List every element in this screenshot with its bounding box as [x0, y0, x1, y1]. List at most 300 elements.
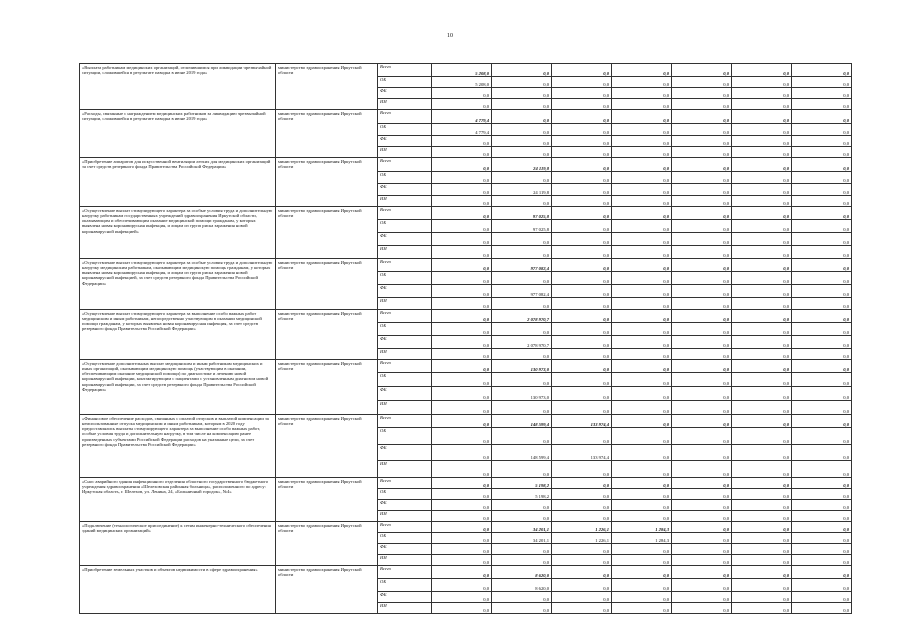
amount-cell: 0,0 [432, 592, 492, 603]
amount-cell: 0,0 [672, 99, 732, 110]
amount-cell: 0,0 [792, 401, 852, 415]
amount-cell: 0,0 [672, 196, 732, 207]
amount-cell: 0,0 [432, 147, 492, 158]
amount-cell: 0,0 [432, 360, 492, 373]
measure-description: «Подключение (технологическое присоединение) к сетям инженерно-технического обеспечения зданий медицинских организаций» [80, 522, 276, 566]
amount-cell: 0,0 [612, 511, 672, 522]
funding-source: Всего [378, 158, 432, 172]
amount-cell: 0,0 [672, 544, 732, 555]
amount-cell: 0,0 [552, 555, 612, 566]
amount-cell: 0,0 [612, 136, 672, 147]
funding-source: ОБ [378, 220, 432, 233]
funding-source: Всего [378, 110, 432, 124]
amount-cell: 0,0 [492, 349, 552, 360]
amount-cell: 0,0 [672, 285, 732, 298]
amount-cell: 0,0 [432, 489, 492, 500]
amount-cell: 0,0 [492, 461, 552, 478]
amount-cell: 0,0 [612, 196, 672, 207]
amount-cell: 0,0 [672, 207, 732, 220]
amount-cell: 0,0 [792, 445, 852, 461]
amount-cell: 0,0 [432, 272, 492, 285]
amount-cell: 0,0 [492, 64, 552, 77]
amount-cell: 0,0 [732, 233, 792, 246]
amount-cell: 1 284,3 [612, 533, 672, 544]
amount-cell: 0,0 [672, 533, 732, 544]
funding-source: ФБ [378, 500, 432, 511]
responsible-executor: министерство здравоохранения Иркутской области [276, 64, 378, 110]
measure-description: «Осуществление выплат стимулирующего характера за особые условия труда и дополнительную нагрузку работникам государственных учреждений здравоохранения Иркутской области, оказывающим и обеспечивающим оказание медицинской помощи гражданам, у которых выявлена новая коронавирусная инфекция, и лицам из групп риска заражения новой коронавирусной инфекцией» [80, 207, 276, 259]
amount-cell: 0,0 [552, 349, 612, 360]
amount-cell: 0,0 [552, 544, 612, 555]
amount-cell: 0,0 [732, 298, 792, 310]
amount-cell: 0,0 [792, 373, 852, 387]
responsible-executor: министерство здравоохранения Иркутской области [276, 207, 378, 259]
amount-cell: 0,0 [792, 259, 852, 272]
amount-cell: 0,0 [612, 110, 672, 124]
amount-cell: 977 082,4 [492, 285, 552, 298]
amount-cell: 0,0 [672, 555, 732, 566]
amount-cell: 0,0 [612, 310, 672, 323]
amount-cell: 0,0 [672, 336, 732, 349]
amount-cell: 0,0 [732, 64, 792, 77]
amount-cell: 0,0 [552, 511, 612, 522]
amount-cell: 0,0 [552, 489, 612, 500]
table-row [80, 478, 852, 489]
amount-cell: 0,0 [432, 336, 492, 349]
amount-cell: 0,0 [552, 285, 612, 298]
amount-cell: 0,0 [492, 77, 552, 88]
amount-cell: 0,0 [612, 603, 672, 614]
amount-cell: 34 201,1 [492, 522, 552, 533]
amount-cell: 0,0 [732, 158, 792, 172]
amount-cell: 0,0 [792, 124, 852, 136]
amount-cell: 5 198,2 [492, 489, 552, 500]
amount-cell: 148 599,4 [492, 415, 552, 428]
amount-cell: 0,0 [612, 124, 672, 136]
amount-cell: 0,0 [732, 415, 792, 428]
table-row [80, 566, 852, 579]
amount-cell: 0,0 [552, 207, 612, 220]
measure-description: «Финансовое обеспечение расходов, связанных с оплатой отпусков и выплатой компенсации за неиспользованные отпуска медицинским и иным работникам, которым в 2020 году предоставлялись выплаты стимулирующего характера за выполнение особо важных работ, особые условия труда и дополнительную нагрузку, в том числе на компенсацию ранее произведенных субъектами Российской Федерации расходов на указанные цели, за счет резервного фонда Правительства Российской Федерации» [80, 415, 276, 478]
amount-cell: 0,0 [792, 64, 852, 77]
amount-cell: 0,0 [792, 196, 852, 207]
amount-cell: 0,0 [672, 566, 732, 579]
table-row [80, 110, 852, 124]
amount-cell: 0,0 [732, 566, 792, 579]
amount-cell: 0,0 [792, 592, 852, 603]
amount-cell: 0,0 [492, 124, 552, 136]
funding-source: Всего [378, 415, 432, 428]
responsible-executor: министерство здравоохранения Иркутской области [276, 522, 378, 566]
amount-cell: 0,0 [492, 196, 552, 207]
funding-source: ОБ [378, 272, 432, 285]
responsible-executor: министерство здравоохранения Иркутской области [276, 310, 378, 360]
amount-cell: 8 620,0 [492, 566, 552, 579]
amount-cell: 0,0 [612, 64, 672, 77]
amount-cell: 0,0 [672, 360, 732, 373]
amount-cell: 0,0 [672, 415, 732, 428]
amount-cell: 1 284,3 [612, 522, 672, 533]
amount-cell: 0,0 [552, 272, 612, 285]
amount-cell: 0,0 [612, 88, 672, 99]
amount-cell: 4 779,4 [432, 124, 492, 136]
amount-cell: 0,0 [792, 246, 852, 259]
amount-cell: 0,0 [792, 158, 852, 172]
amount-cell: 0,0 [732, 478, 792, 489]
amount-cell: 0,0 [492, 172, 552, 184]
amount-cell: 0,0 [612, 172, 672, 184]
funding-source: ИИ [378, 349, 432, 360]
amount-cell: 0,0 [432, 566, 492, 579]
amount-cell: 0,0 [792, 298, 852, 310]
amount-cell: 0,0 [732, 445, 792, 461]
funding-source: Всего [378, 259, 432, 272]
amount-cell: 0,0 [792, 147, 852, 158]
amount-cell: 0,0 [732, 259, 792, 272]
amount-cell: 0,0 [492, 555, 552, 566]
funding-source: ФБ [378, 184, 432, 196]
funding-source: ФБ [378, 387, 432, 401]
amount-cell: 0,0 [612, 387, 672, 401]
amount-cell: 0,0 [732, 489, 792, 500]
amount-cell: 0,0 [552, 310, 612, 323]
amount-cell: 0,0 [552, 110, 612, 124]
amount-cell: 130 973,0 [492, 387, 552, 401]
table-row [80, 310, 852, 323]
funding-source: ИИ [378, 511, 432, 522]
amount-cell: 0,0 [432, 298, 492, 310]
amount-cell: 0,0 [612, 158, 672, 172]
amount-cell: 0,0 [672, 489, 732, 500]
amount-cell: 0,0 [612, 207, 672, 220]
responsible-executor: министерство здравоохранения Иркутской области [276, 110, 378, 158]
amount-cell: 0,0 [792, 555, 852, 566]
amount-cell: 0,0 [552, 603, 612, 614]
amount-cell: 0,0 [732, 220, 792, 233]
amount-cell: 0,0 [432, 310, 492, 323]
amount-cell: 0,0 [792, 428, 852, 445]
amount-cell: 0,0 [432, 415, 492, 428]
amount-cell: 0,0 [612, 579, 672, 592]
amount-cell: 0,0 [792, 579, 852, 592]
funding-source: ИИ [378, 246, 432, 259]
amount-cell: 0,0 [612, 233, 672, 246]
amount-cell: 1 226,1 [552, 533, 612, 544]
amount-cell: 0,0 [612, 259, 672, 272]
funding-source: Всего [378, 207, 432, 220]
amount-cell: 0,0 [612, 555, 672, 566]
amount-cell: 0,0 [432, 136, 492, 147]
funding-source: ФБ [378, 445, 432, 461]
amount-cell: 0,0 [792, 603, 852, 614]
amount-cell: 0,0 [552, 336, 612, 349]
amount-cell: 0,0 [732, 544, 792, 555]
amount-cell: 0,0 [432, 445, 492, 461]
funding-source: ИИ [378, 603, 432, 614]
amount-cell: 0,0 [672, 478, 732, 489]
funding-source: ИИ [378, 147, 432, 158]
amount-cell: 0,0 [612, 298, 672, 310]
funding-source: ИИ [378, 298, 432, 310]
funding-source: ИИ [378, 99, 432, 110]
amount-cell: 0,0 [672, 387, 732, 401]
amount-cell: 0,0 [552, 500, 612, 511]
amount-cell: 0,0 [492, 298, 552, 310]
amount-cell: 0,0 [792, 233, 852, 246]
amount-cell: 0,0 [552, 373, 612, 387]
funding-source: Всего [378, 566, 432, 579]
amount-cell: 0,0 [552, 99, 612, 110]
amount-cell: 0,0 [792, 522, 852, 533]
amount-cell: 0,0 [732, 522, 792, 533]
amount-cell: 0,0 [792, 272, 852, 285]
amount-cell: 1 226,1 [552, 522, 612, 533]
amount-cell: 0,0 [552, 124, 612, 136]
amount-cell: 0,0 [432, 544, 492, 555]
amount-cell: 0,0 [792, 285, 852, 298]
amount-cell: 0,0 [732, 110, 792, 124]
amount-cell: 0,0 [432, 220, 492, 233]
amount-cell: 0,0 [432, 233, 492, 246]
amount-cell: 0,0 [432, 428, 492, 445]
amount-cell: 0,0 [492, 136, 552, 147]
amount-cell: 0,0 [792, 207, 852, 220]
funding-source: Всего [378, 64, 432, 77]
amount-cell: 0,0 [792, 544, 852, 555]
amount-cell: 0,0 [732, 147, 792, 158]
amount-cell: 0,0 [492, 544, 552, 555]
amount-cell: 0,0 [672, 511, 732, 522]
funding-source: ОБ [378, 172, 432, 184]
amount-cell: 0,0 [732, 533, 792, 544]
amount-cell: 0,0 [732, 349, 792, 360]
amount-cell: 0,0 [612, 478, 672, 489]
funding-source: ОБ [378, 428, 432, 445]
amount-cell: 0,0 [432, 555, 492, 566]
funding-source: ИИ [378, 196, 432, 207]
amount-cell: 0,0 [552, 592, 612, 603]
amount-cell: 0,0 [732, 592, 792, 603]
table-row [80, 522, 852, 533]
amount-cell: 0,0 [612, 373, 672, 387]
amount-cell: 0,0 [552, 360, 612, 373]
amount-cell: 0,0 [792, 77, 852, 88]
amount-cell: 0,0 [732, 511, 792, 522]
amount-cell: 0,0 [732, 579, 792, 592]
amount-cell: 0,0 [792, 461, 852, 478]
amount-cell: 0,0 [612, 184, 672, 196]
responsible-executor: министерство здравоохранения Иркутской области [276, 566, 378, 614]
amount-cell: 0,0 [552, 298, 612, 310]
amount-cell: 0,0 [672, 579, 732, 592]
amount-cell: 0,0 [792, 489, 852, 500]
amount-cell: 0,0 [492, 147, 552, 158]
amount-cell: 0,0 [732, 555, 792, 566]
funding-source: ФБ [378, 544, 432, 555]
amount-cell: 0,0 [672, 259, 732, 272]
amount-cell: 0,0 [432, 500, 492, 511]
amount-cell: 0,0 [612, 415, 672, 428]
budget-table [79, 63, 852, 614]
amount-cell: 0,0 [612, 246, 672, 259]
table-row [80, 360, 852, 373]
amount-cell: 0,0 [552, 259, 612, 272]
amount-cell: 0,0 [672, 298, 732, 310]
amount-cell: 24 119,8 [492, 184, 552, 196]
table-row [80, 207, 852, 220]
amount-cell: 0,0 [432, 285, 492, 298]
amount-cell: 0,0 [612, 592, 672, 603]
amount-cell: 0,0 [732, 207, 792, 220]
amount-cell: 0,0 [672, 136, 732, 147]
amount-cell: 0,0 [672, 110, 732, 124]
amount-cell: 0,0 [432, 246, 492, 259]
amount-cell: 0,0 [432, 373, 492, 387]
amount-cell: 0,0 [612, 461, 672, 478]
amount-cell: 0,0 [492, 511, 552, 522]
amount-cell: 0,0 [672, 88, 732, 99]
amount-cell: 0,0 [552, 64, 612, 77]
amount-cell: 0,0 [612, 401, 672, 415]
table-row [80, 415, 852, 428]
measure-description: «Снос аварийного здания инфекционного отделения областного государственного бюджетного учреждения здравоохранения «Шелеховская районная больница», расположенного по адресу: Иркутская область, г. Шелехов, ул. Ленина, 24, «Больничный городок», №4» [80, 478, 276, 522]
amount-cell: 0,0 [432, 196, 492, 207]
amount-cell: 0,0 [732, 285, 792, 298]
amount-cell: 0,0 [792, 511, 852, 522]
funding-source: ФБ [378, 336, 432, 349]
amount-cell: 0,0 [732, 272, 792, 285]
funding-source: ОБ [378, 373, 432, 387]
amount-cell: 0,0 [612, 323, 672, 336]
amount-cell: 0,0 [492, 233, 552, 246]
table-row [80, 158, 852, 172]
amount-cell: 97 025,8 [492, 207, 552, 220]
responsible-executor: министерство здравоохранения Иркутской области [276, 259, 378, 310]
amount-cell: 0,0 [672, 428, 732, 445]
amount-cell: 0,0 [672, 172, 732, 184]
amount-cell: 2 078 970,7 [492, 310, 552, 323]
funding-source: ОБ [378, 489, 432, 500]
amount-cell: 0,0 [612, 77, 672, 88]
amount-cell: 97 025,8 [492, 220, 552, 233]
amount-cell: 0,0 [792, 533, 852, 544]
amount-cell: 0,0 [792, 500, 852, 511]
amount-cell: 0,0 [612, 285, 672, 298]
amount-cell: 0,0 [732, 310, 792, 323]
funding-source: ФБ [378, 233, 432, 246]
amount-cell: 0,0 [672, 603, 732, 614]
amount-cell: 133 974,4 [552, 445, 612, 461]
amount-cell: 0,0 [792, 360, 852, 373]
funding-source: ОБ [378, 533, 432, 544]
measure-description: «Осуществление выплат стимулирующего характера за выполнение особо важных работ медицинским и иным работникам, непосредственно участвующим в оказании медицинской помощи гражданам, у которых выявлена новая коронавирусная инфекция, за счет средств резервного фонда Правительства Российской Федерации» [80, 310, 276, 360]
amount-cell: 0,0 [672, 272, 732, 285]
measure-description: «Выплата работникам медицинских организаций, отличившимся при ликвидации чрезвычайной ситуации, сложившейся в результате паводка в июне 2019 года» [80, 64, 276, 110]
amount-cell: 0,0 [612, 566, 672, 579]
amount-cell: 0,0 [552, 220, 612, 233]
funding-source: ФБ [378, 592, 432, 603]
amount-cell: 0,0 [792, 136, 852, 147]
amount-cell: 8 620,0 [492, 579, 552, 592]
amount-cell: 0,0 [672, 233, 732, 246]
measure-description: «Приобретение аппаратов для искусственной вентиляции легких для медицинских организаций за счет средств резервного фонда Правительства Российской Федерации» [80, 158, 276, 207]
amount-cell: 5 198,2 [492, 478, 552, 489]
funding-source: ФБ [378, 285, 432, 298]
amount-cell: 0,0 [732, 336, 792, 349]
amount-cell: 0,0 [732, 500, 792, 511]
amount-cell: 2 078 970,7 [492, 336, 552, 349]
amount-cell: 0,0 [672, 522, 732, 533]
amount-cell: 0,0 [672, 220, 732, 233]
amount-cell: 0,0 [492, 323, 552, 336]
amount-cell: 0,0 [552, 147, 612, 158]
amount-cell: 0,0 [732, 401, 792, 415]
amount-cell: 34 201,1 [492, 533, 552, 544]
amount-cell: 0,0 [732, 603, 792, 614]
amount-cell: 0,0 [612, 500, 672, 511]
amount-cell: 0,0 [552, 461, 612, 478]
amount-cell: 0,0 [672, 592, 732, 603]
page-number: 10 [447, 33, 453, 39]
amount-cell: 0,0 [552, 246, 612, 259]
amount-cell: 0,0 [612, 360, 672, 373]
amount-cell: 0,0 [432, 259, 492, 272]
amount-cell: 0,0 [672, 401, 732, 415]
measure-description: «Расходы, связанные с награждением медицинских работников за ликвидацию чрезвычайной ситуации, сложившейся в результате паводка в июне 2019 года» [80, 110, 276, 158]
amount-cell: 0,0 [732, 246, 792, 259]
amount-cell: 0,0 [732, 172, 792, 184]
amount-cell: 0,0 [612, 445, 672, 461]
amount-cell: 0,0 [732, 196, 792, 207]
amount-cell: 0,0 [672, 184, 732, 196]
amount-cell: 0,0 [672, 147, 732, 158]
amount-cell: 0,0 [552, 172, 612, 184]
amount-cell: 0,0 [672, 500, 732, 511]
amount-cell: 0,0 [672, 373, 732, 387]
amount-cell: 0,0 [792, 566, 852, 579]
amount-cell: 0,0 [432, 511, 492, 522]
amount-cell: 0,0 [432, 158, 492, 172]
amount-cell: 0,0 [732, 428, 792, 445]
amount-cell: 0,0 [492, 500, 552, 511]
amount-cell: 0,0 [432, 349, 492, 360]
amount-cell: 0,0 [732, 387, 792, 401]
amount-cell: 0,0 [732, 99, 792, 110]
amount-cell: 24 119,8 [492, 158, 552, 172]
amount-cell: 0,0 [672, 158, 732, 172]
amount-cell: 5 208,0 [432, 77, 492, 88]
amount-cell: 0,0 [552, 566, 612, 579]
measure-description: «Осуществление выплат стимулирующего характера за особые условия труда и дополнительную нагрузку медицинским работникам, оказывающим медицинскую помощь гражданам, у которых выявлена новая коронавирусная инфекция, и лицам из групп риска заражения новой коронавирусной инфекцией, за счет средств резервного фонда Правительства Российской Федерации» [80, 259, 276, 310]
amount-cell: 0,0 [732, 323, 792, 336]
table-row [80, 259, 852, 272]
amount-cell: 0,0 [792, 88, 852, 99]
amount-cell: 977 082,4 [492, 259, 552, 272]
funding-source: ИИ [378, 401, 432, 415]
funding-source: ОБ [378, 323, 432, 336]
amount-cell: 130 973,0 [492, 360, 552, 373]
amount-cell: 0,0 [552, 233, 612, 246]
amount-cell: 0,0 [612, 336, 672, 349]
amount-cell: 0,0 [672, 461, 732, 478]
amount-cell: 0,0 [672, 64, 732, 77]
amount-cell: 0,0 [552, 428, 612, 445]
amount-cell: 0,0 [432, 184, 492, 196]
amount-cell: 0,0 [732, 124, 792, 136]
responsible-executor: министерство здравоохранения Иркутской области [276, 158, 378, 207]
amount-cell: 0,0 [732, 461, 792, 478]
amount-cell: 0,0 [432, 461, 492, 478]
